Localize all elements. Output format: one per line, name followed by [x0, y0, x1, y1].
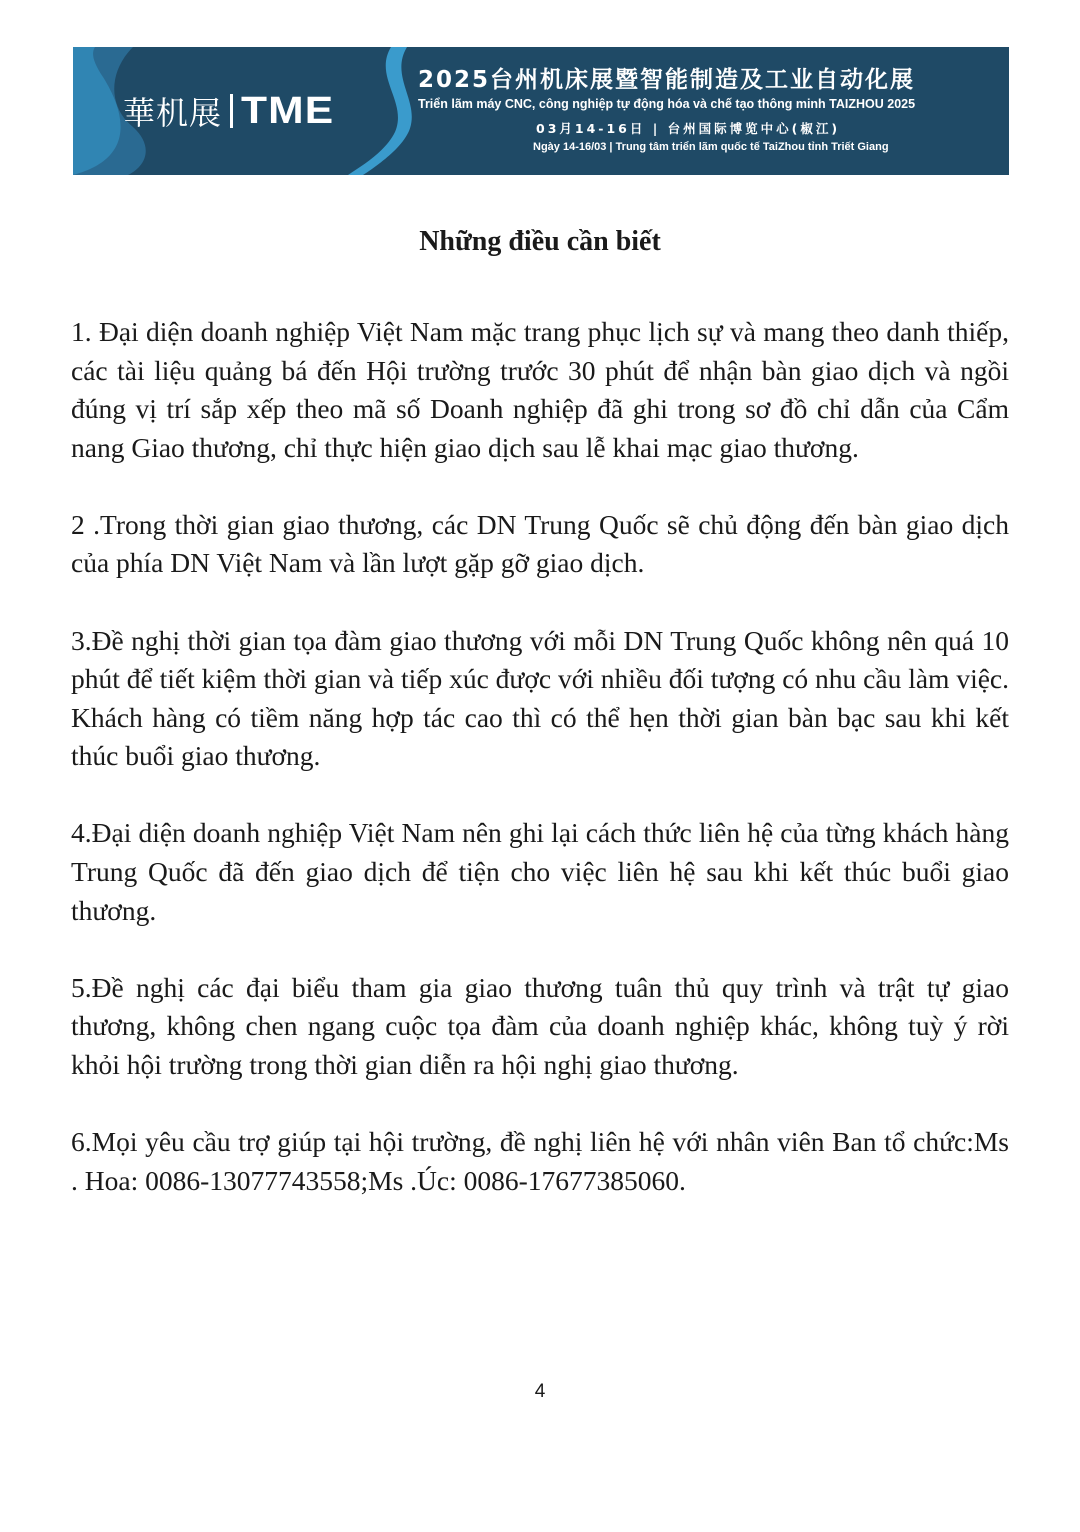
paragraph-3: 3.Đề nghị thời gian tọa đàm giao thương với mỗi DN Trung Quốc không nên quá 10 phút để tiết kiệm thời gian và tiếp xúc được với nhiều đối tượng có nhu cầu làm việc. Khách hàng có tiềm năng hợp tác cao thì có thể hẹn thời gian bàn bạc sau khi kết thúc buổi giao thương. — [71, 624, 1009, 772]
banner-date-cn: 03月14-16日 | 台州国际博览中心(椒江) — [536, 121, 841, 136]
header-banner — [73, 47, 1009, 175]
logo-english-text: TME — [241, 89, 335, 132]
banner-subtitle-vi: Triển lãm máy CNC, công nghiệp tự động hóa và chế tạo thông minh TAIZHOU 2025 — [418, 97, 916, 111]
logo-separator — [230, 94, 233, 128]
paragraph-2: 2 .Trong thời gian giao thương, các DN Trung Quốc sẽ chủ động đến bàn giao dịch của phía DN Việt Nam và lần lượt gặp gỡ giao dịch. — [71, 508, 1009, 579]
tme-logo — [123, 87, 335, 135]
page-title: Những điều cần biết — [419, 226, 661, 257]
paragraph-1: 1. Đại diện doanh nghiệp Việt Nam mặc trang phục lịch sự và mang theo danh thiếp, các tài liệu quảng bá đến Hội trường trước 30 phút để nhận bàn giao dịch và ngồi đúng vị trí sắp xếp theo mã số Doanh nghiệp đã ghi trong sơ đồ chỉ dẫn của Cẩm nang Giao thương, chỉ thực hiện giao dịch sau lễ khai mạc giao thương. — [71, 316, 1009, 463]
banner-title-cn: 2025台州机床展暨智能制造及工业自动化展 — [418, 67, 916, 93]
paragraph-5: 5.Đề nghị các đại biểu tham gia giao thương tuân thủ quy trình và trật tự giao thương, không chen ngang cuộc tọa đàm của doanh nghiệp khác, không tuỳ ý rời khỏi hội trường trong thời gian diễn ra hội nghị giao thương. — [71, 971, 1009, 1080]
logo-chinese-text: 華机展 — [123, 94, 223, 132]
page-number: 4 — [534, 1381, 546, 1402]
paragraph-6: 6.Mọi yêu cầu trợ giúp tại hội trường, đề nghị liên hệ với nhân viên Ban tổ chức:Ms . Hoa: 0086-13077743558;Ms .Úc: 0086-17677385060. — [71, 1126, 1009, 1196]
banner-text-block — [418, 65, 988, 155]
banner-date-vi: Ngày 14-16/03 | Trung tâm triển lãm quốc tế TaiZhou tỉnh Triết Giang — [533, 141, 889, 153]
paragraph-4: 4.Đại diện doanh nghiệp Việt Nam nên ghi lại cách thức liên hệ của từng khách hàng Trung Quốc đã đến giao dịch để tiện cho việc liên hệ sau khi kết thúc buổi giao thương. — [71, 817, 1009, 926]
document-body — [71, 313, 1009, 1239]
